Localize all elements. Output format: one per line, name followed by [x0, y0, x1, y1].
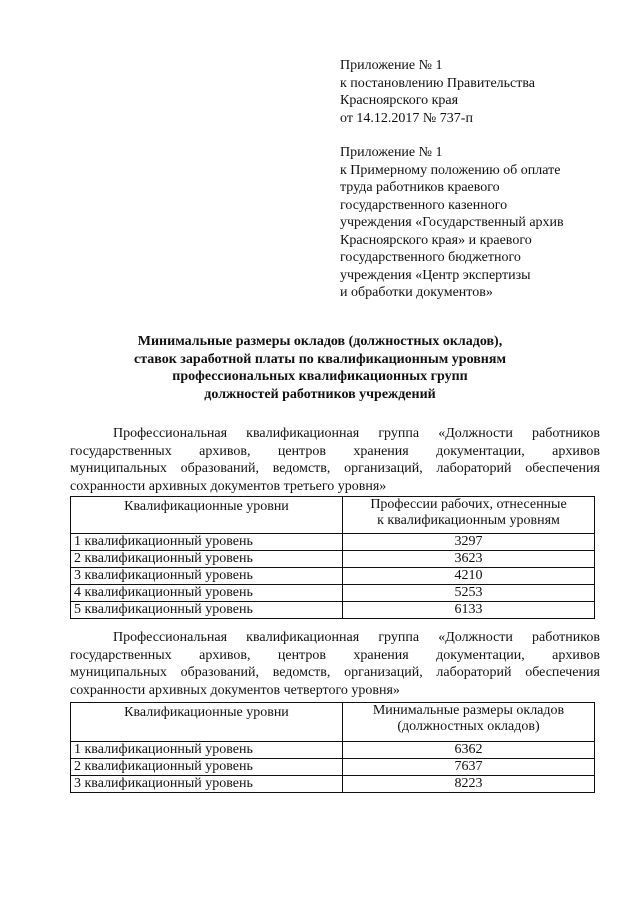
paragraph-line — [70, 647, 600, 665]
value-cell: 3623 — [343, 551, 595, 568]
appendix-line: учреждения «Центр экспертизы — [340, 267, 531, 283]
word: группа — [378, 426, 420, 441]
word: архивов — [552, 443, 600, 459]
word: «Должности — [438, 630, 513, 645]
level-cell: 3 квалификационный уровень — [71, 568, 343, 585]
appendix-line: и обработки документов» — [340, 285, 493, 300]
appendix-line: к постановлению Правительства — [340, 75, 536, 91]
appendix-line: учреждения «Государственный архив — [340, 215, 564, 230]
appendix-line: Красноярского края — [340, 93, 459, 108]
title-line: Минимальные размеры окладов (должностных окладов), — [137, 334, 503, 349]
table-header-row — [71, 497, 595, 534]
word: лабораторий — [436, 461, 512, 476]
value-cell: 3297 — [343, 534, 595, 551]
paragraph-line — [70, 443, 600, 461]
qualification-table-1 — [70, 496, 595, 619]
word: образований, — [180, 461, 260, 476]
appendix-line: Приложение № 1 — [340, 58, 443, 73]
header-line: Профессии рабочих, отнесенные — [370, 497, 567, 512]
appendix-header-2 — [340, 144, 620, 302]
word: архивов, — [199, 647, 251, 663]
level-cell: 1 квалификационный уровень — [71, 742, 343, 759]
word: государственных — [70, 647, 172, 663]
paragraph-line — [70, 460, 600, 478]
appendix-line: к Примерному положению об оплате — [340, 162, 561, 178]
level-cell: 2 квалификационный уровень — [71, 759, 343, 776]
word: документации, — [436, 443, 525, 459]
table-row — [71, 585, 595, 602]
table-row — [71, 776, 595, 793]
word: центров — [277, 443, 326, 459]
word: работников — [532, 630, 600, 645]
paragraph-line: сохранности архивных документов третьего уровня» — [70, 478, 387, 494]
word: муниципальных — [70, 665, 167, 680]
value-cell: 6133 — [343, 602, 595, 619]
word: хранения — [353, 647, 409, 663]
word: квалификационная — [246, 630, 360, 645]
paragraph-line — [70, 664, 600, 682]
level-cell: 1 квалификационный уровень — [71, 534, 343, 551]
title-line: ставок заработной платы по квалификационным уровням — [134, 351, 506, 367]
value-cell: 4210 — [343, 568, 595, 585]
value-cell: 6362 — [343, 742, 595, 759]
header-line: (должностных окладов) — [397, 719, 540, 734]
word: группа — [378, 630, 420, 645]
word: архивов — [552, 647, 600, 663]
level-cell: 4 квалификационный уровень — [71, 585, 343, 602]
word: организаций, — [344, 665, 423, 680]
appendix-line: Красноярского края» и краевого — [340, 232, 532, 248]
appendix-header-1 — [340, 57, 620, 127]
word: хранения — [353, 443, 409, 459]
header-line: к квалификационным уровням — [377, 513, 560, 528]
column-header-levels: Квалификационные уровни — [71, 497, 343, 534]
column-header-values — [343, 703, 595, 742]
appendix-line: государственного казенного — [340, 197, 508, 213]
word: обеспечения — [525, 665, 600, 680]
group-1-description — [70, 425, 600, 495]
column-header-values — [343, 497, 595, 534]
appendix-line: труда работников краевого — [340, 180, 500, 195]
word: муниципальных — [70, 461, 167, 476]
table-header-row — [71, 703, 595, 742]
word: «Должности — [438, 426, 513, 441]
paragraph-line — [70, 629, 600, 647]
word: государственных — [70, 443, 172, 459]
title-line: должностей работников учреждений — [204, 386, 436, 402]
word: документации, — [436, 647, 525, 663]
word: ведомств, — [272, 461, 331, 476]
appendix-line: Приложение № 1 — [340, 145, 443, 160]
level-cell: 2 квалификационный уровень — [71, 551, 343, 568]
paragraph-line: сохранности архивных документов четвертого уровня» — [70, 682, 400, 698]
table-row — [71, 602, 595, 619]
group-2-description — [70, 629, 600, 699]
word: архивов, — [199, 443, 251, 459]
title-line: профессиональных квалификационных групп — [172, 369, 468, 384]
word: обеспечения — [525, 461, 600, 476]
column-header-levels: Квалификационные уровни — [71, 703, 343, 742]
word: лабораторий — [436, 665, 512, 680]
qualification-table-2 — [70, 702, 595, 793]
table-row — [71, 759, 595, 776]
level-cell: 3 квалификационный уровень — [71, 776, 343, 793]
table-row — [71, 568, 595, 585]
appendix-line: от 14.12.2017 № 737-п — [340, 110, 473, 126]
paragraph-line — [70, 425, 600, 443]
word: образований, — [180, 665, 260, 680]
word: Профессиональная — [113, 426, 228, 441]
appendix-line: государственного бюджетного — [340, 250, 521, 265]
word: организаций, — [344, 461, 423, 476]
value-cell: 7637 — [343, 759, 595, 776]
word: Профессиональная — [113, 630, 228, 645]
value-cell: 5253 — [343, 585, 595, 602]
word: работников — [532, 426, 600, 441]
level-cell: 5 квалификационный уровень — [71, 602, 343, 619]
word: квалификационная — [246, 426, 360, 441]
header-line: Минимальные размеры окладов — [372, 703, 565, 718]
value-cell: 8223 — [343, 776, 595, 793]
table-row — [71, 551, 595, 568]
word: ведомств, — [272, 665, 331, 680]
table-row — [71, 534, 595, 551]
document-title — [70, 333, 570, 403]
table-row — [71, 742, 595, 759]
word: центров — [277, 647, 326, 663]
